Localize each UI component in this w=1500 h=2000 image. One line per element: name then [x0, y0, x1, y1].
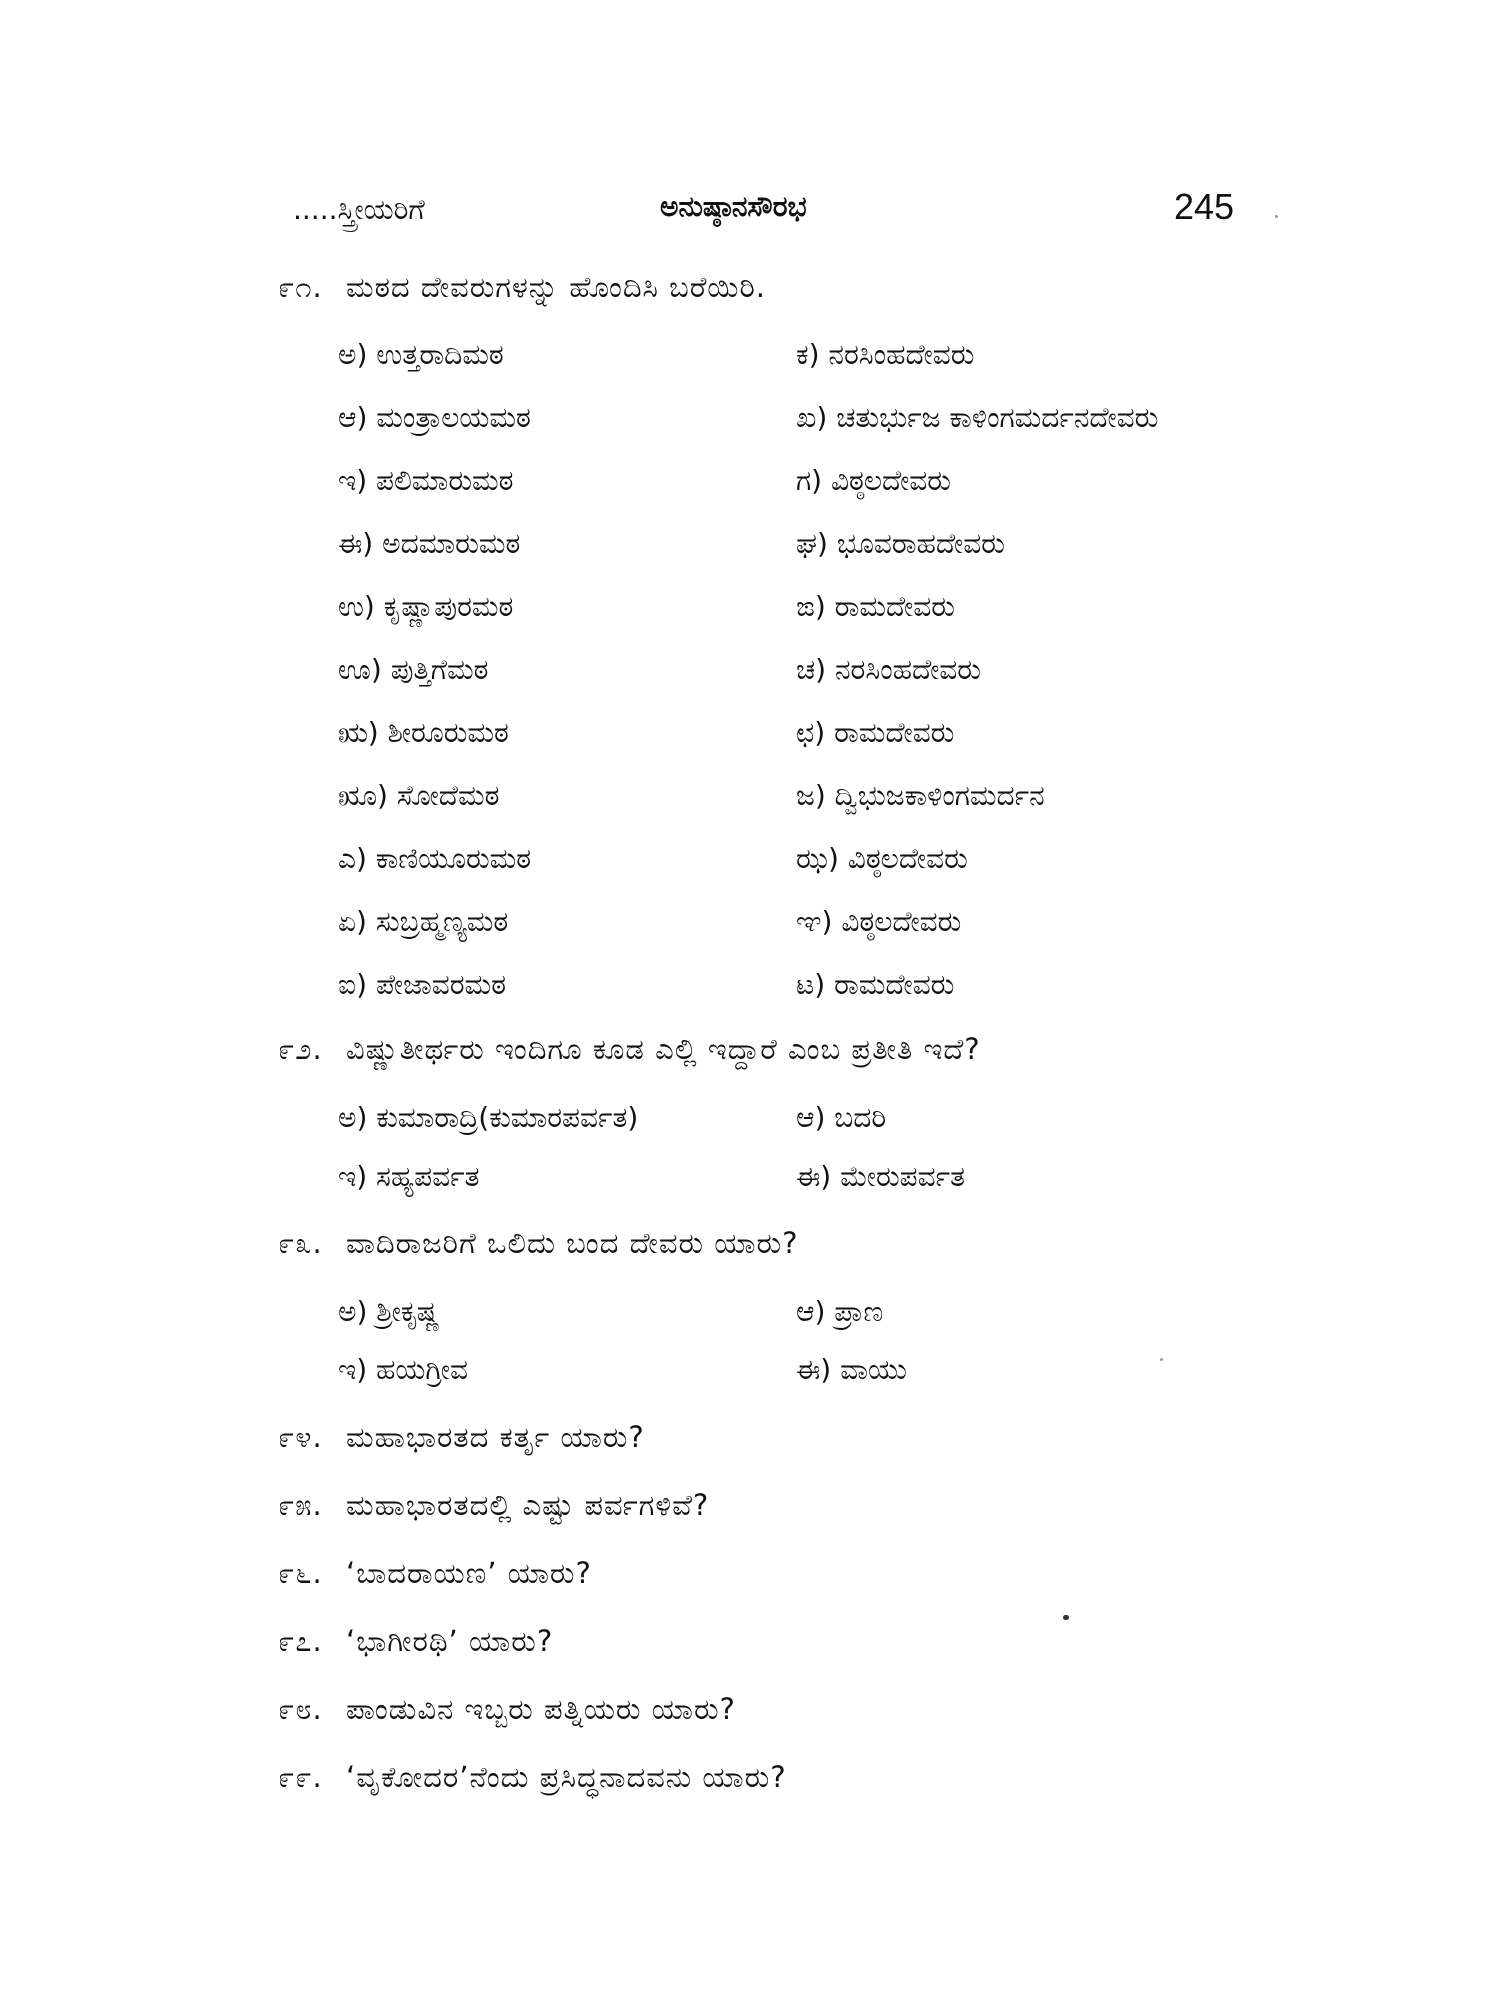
- match-right-item: ಘ) ಭೂವರಾಹದೇವರು: [796, 527, 1005, 560]
- match-right-item: ಞ) ವಿಠ್ಠಲದೇವರು: [796, 905, 962, 938]
- scan-speck: [1063, 1615, 1069, 1620]
- match-right-item: ಟ) ರಾಮದೇವರು: [796, 968, 955, 1001]
- running-header-title: ಅನುಷ್ಠಾನಸೌರಭ: [660, 190, 807, 223]
- question-number: ೯೬.: [278, 1556, 323, 1590]
- question-text: ಪಾಂಡುವಿನ ಇಬ್ಬರು ಪತ್ನಿಯರು ಯಾರು?: [346, 1692, 736, 1726]
- question-number: ೯೯.: [278, 1760, 323, 1794]
- question-number: ೯೧.: [278, 270, 323, 304]
- match-left-item: ಏ) ಸುಬ್ರಹ್ಮಣ್ಯಮಠ: [338, 905, 509, 938]
- question-95: [278, 1488, 709, 1523]
- match-right-item: ಝ) ವಿಠ್ಠಲದೇವರು: [796, 842, 968, 875]
- match-right-item: ಜ) ದ್ವಿಭುಜಕಾಳಿಂಗಮರ್ದನ: [796, 779, 1045, 812]
- match-right-item: ಙ) ರಾಮದೇವರು: [796, 590, 955, 623]
- option-d: ಈ) ಮೇರುಪರ್ವತ: [796, 1160, 965, 1193]
- question-number: ೯೨.: [278, 1032, 323, 1066]
- question-text: ವಾದಿರಾಜರಿಗೆ ಒಲಿದು ಬಂದ ದೇವರು ಯಾರು?: [346, 1226, 799, 1260]
- option-a: ಅ) ಕುಮಾರಾದ್ರಿ(ಕುಮಾರಪರ್ವತ): [338, 1101, 639, 1134]
- question-text: ‘ವೃಕೋದರ’ನೆಂದು ಪ್ರಸಿದ್ಧನಾದವನು ಯಾರು?: [346, 1760, 787, 1794]
- option-b: ಆ) ಪ್ರಾಣ: [796, 1295, 884, 1328]
- question-text: ‘ಬಾದರಾಯಣ’ ಯಾರು?: [346, 1556, 592, 1590]
- match-right-item: ಕ) ನರಸಿಂಹದೇವರು: [796, 338, 975, 371]
- question-94: [278, 1420, 645, 1455]
- match-left-item: ೠ) ಸೋದೆಮಠ: [338, 779, 500, 812]
- option-a: ಅ) ಶ್ರೀಕೃಷ್ಣ: [338, 1295, 440, 1328]
- question-93: [278, 1226, 799, 1261]
- match-left-item: ಈ) ಅದಮಾರುಮಠ: [338, 527, 521, 560]
- question-99: [278, 1760, 787, 1795]
- option-d: ಈ) ವಾಯು: [796, 1353, 907, 1386]
- question-96: [278, 1556, 592, 1591]
- question-92: [278, 1032, 981, 1067]
- match-left-item: ಎ) ಕಾಣಿಯೂರುಮಠ: [338, 842, 532, 875]
- question-number: ೯೫.: [278, 1488, 323, 1522]
- question-97: [278, 1624, 553, 1659]
- option-b: ಆ) ಬದರಿ: [796, 1101, 887, 1134]
- match-left-item: ಊ) ಪುತ್ತಿಗೆಮಠ: [338, 653, 489, 686]
- question-text: ಮಹಾಭಾರತದಲ್ಲಿ ಎಷ್ಟು ಪರ್ವಗಳಿವೆ?: [346, 1488, 710, 1522]
- question-number: ೯೮.: [278, 1692, 323, 1726]
- question-number: ೯೩.: [278, 1226, 323, 1260]
- match-left-item: ಆ) ಮಂತ್ರಾಲಯಮಠ: [338, 401, 531, 434]
- question-text: ವಿಷ್ಣುತೀರ್ಥರು ಇಂದಿಗೂ ಕೂಡ ಎಲ್ಲಿ ಇದ್ದಾರೆ ಎಂಬ ಪ್ರತೀತಿ ಇದೆ?: [346, 1032, 981, 1066]
- match-left-item: ಉ) ಕೃಷ್ಣಾಪುರಮಠ: [338, 590, 514, 623]
- option-c: ಇ) ಹಯಗ್ರೀವ: [338, 1353, 468, 1386]
- running-header-left: .....ಸ್ತ್ರೀಯರಿಗೆ: [293, 193, 425, 226]
- match-right-item: ಛ) ರಾಮದೇವರು: [796, 716, 955, 749]
- page-number: 245: [1174, 186, 1235, 227]
- question-text: ಮಠದ ದೇವರುಗಳನ್ನು ಹೊಂದಿಸಿ ಬರೆಯಿರಿ.: [346, 270, 766, 304]
- match-right-item: ಗ) ವಿಠ್ಠಲದೇವರು: [796, 464, 951, 497]
- question-98: [278, 1692, 736, 1727]
- match-right-item: ಖ) ಚತುರ್ಭುಜ ಕಾಳಿಂಗಮರ್ದನದೇವರು: [796, 401, 1159, 434]
- match-left-item: ಐ) ಪೇಜಾವರಮಠ: [338, 968, 507, 1001]
- match-right-item: ಚ) ನರಸಿಂಹದೇವರು: [796, 653, 981, 686]
- match-left-item: ಋ) ಶೀರೂರುಮಠ: [338, 716, 509, 749]
- match-left-item: ಅ) ಉತ್ತರಾದಿಮಠ: [338, 338, 504, 371]
- question-number: ೯೪.: [278, 1420, 323, 1454]
- match-left-item: ಇ) ಪಲಿಮಾರುಮಠ: [338, 464, 514, 497]
- question-91: [278, 270, 766, 305]
- option-c: ಇ) ಸಹ್ಯಪರ್ವತ: [338, 1160, 480, 1193]
- question-number: ೯೭.: [278, 1624, 323, 1658]
- scan-speck: [1275, 215, 1278, 218]
- scan-speck: [1160, 1358, 1163, 1361]
- question-text: ‘ಭಾಗೀರಥಿ’ ಯಾರು?: [346, 1624, 554, 1658]
- question-text: ಮಹಾಭಾರತದ ಕರ್ತೃ ಯಾರು?: [346, 1420, 645, 1454]
